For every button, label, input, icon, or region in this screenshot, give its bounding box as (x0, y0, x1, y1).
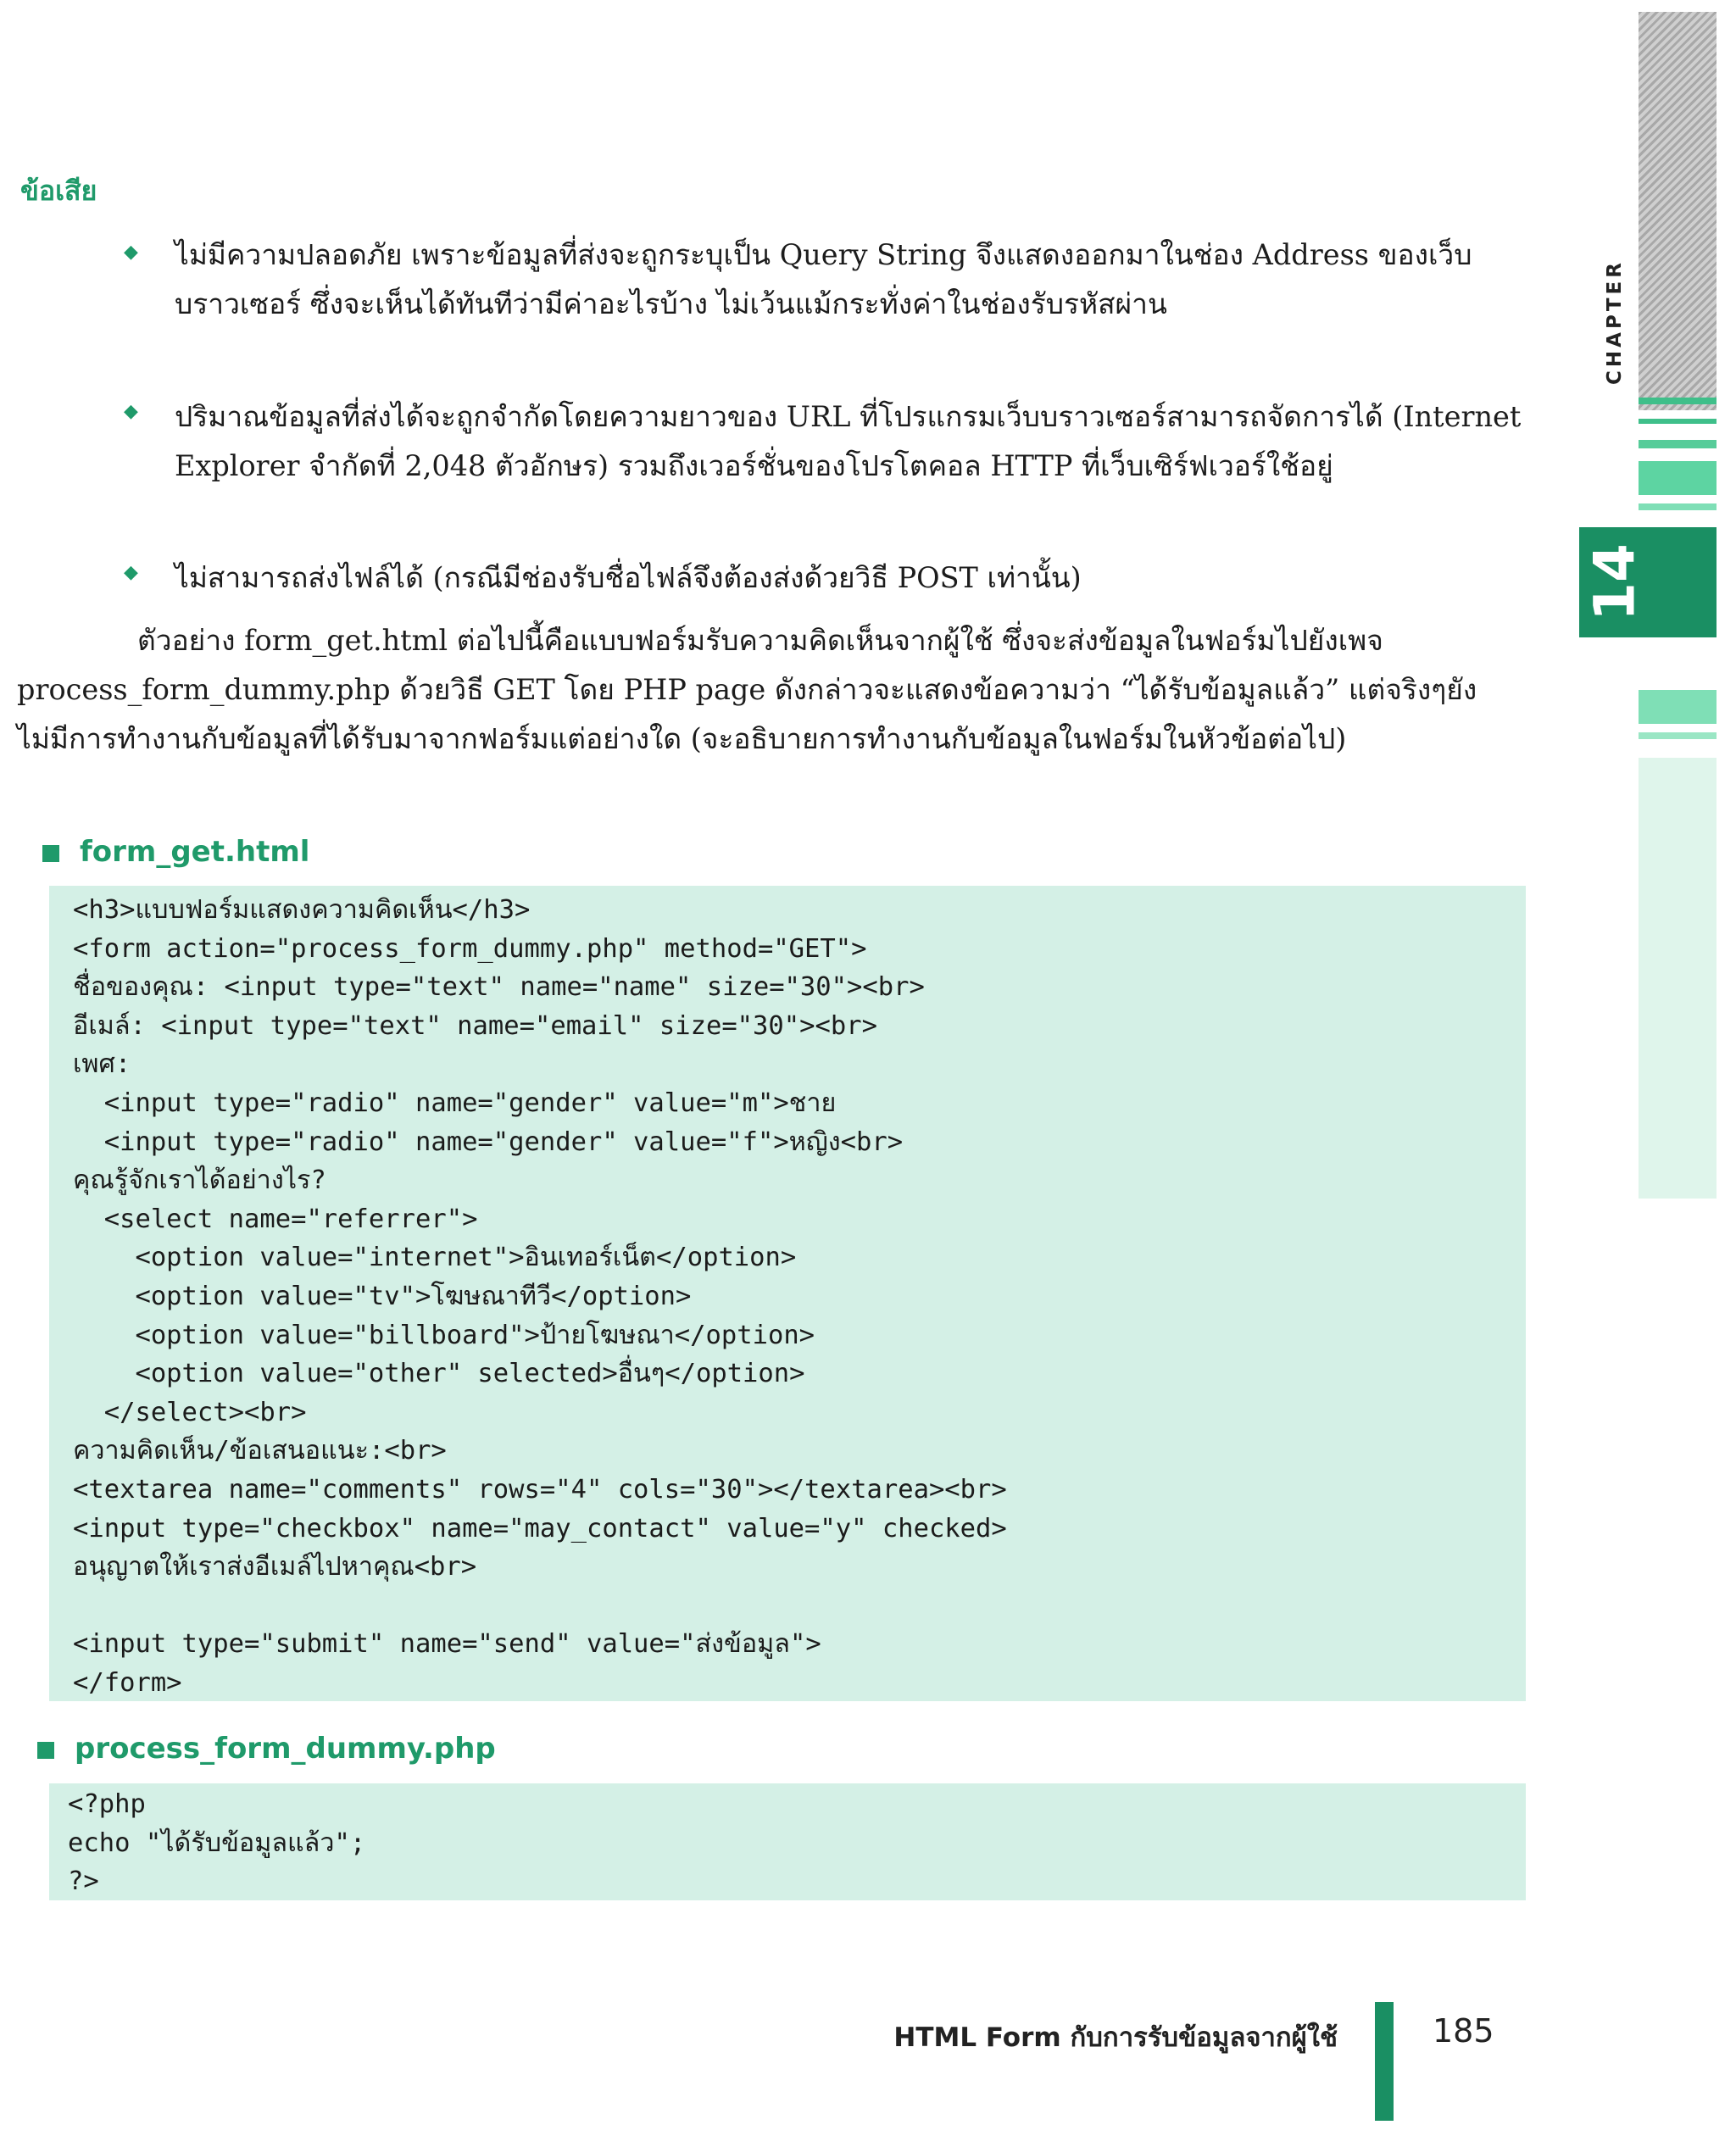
listing-filename: form_get.html (80, 835, 310, 869)
chapter-number-box (1579, 527, 1717, 637)
tab-stripe (1639, 440, 1717, 448)
code-text: <?php echo "ได้รับข้อมูลแล้ว"; ?> (68, 1789, 366, 1897)
body-paragraph: ตัวอย่าง form_get.html ต่อไปนี้คือแบบฟอร์มรับความคิดเห็นจากผู้ใช้ ซึ่งจะส่งข้อมูลในฟอร์มไปยังเพจ process_form_dummy.php ด้วยวิธี GET โดย PHP page ดังกล่าวจะแสดงข้อความว่า “ได้รับข้อมูลแล้ว” แต่จริงๆยังไม่มีการทำงานกับข้อมูลที่ได้รับมาจากฟอร์มแต่อย่างใด (จะอธิบายการทำงานกับข้อมูลในฟอร์มในหัวข้อต่อไป) (17, 624, 1477, 755)
bullet-diamond-icon: ◆ (124, 562, 138, 583)
tab-stripe (1639, 758, 1717, 1199)
tab-stripe (1639, 732, 1717, 739)
square-bullet-icon (42, 845, 59, 862)
code-listing (49, 1783, 1526, 1900)
bullet-text: ไม่มีความปลอดภัย เพราะข้อมูลที่ส่งจะถูกระบุเป็น Query String จึงแสดงออกมาในช่อง Address ของเว็บบราวเซอร์ ซึ่งจะเห็นได้ทันทีว่ามีค่าอะไรบ้าง ไม่เว้นแม้กระทั่งค่าในช่องรับรหัสผ่าน (175, 238, 1472, 320)
chapter-number: 14 (1582, 543, 1648, 621)
page-number: 185 (1433, 2012, 1494, 2050)
tab-stripe (1639, 461, 1717, 495)
tab-stripe (1639, 503, 1717, 510)
tab-stripe (1639, 398, 1717, 404)
bullet-diamond-icon: ◆ (124, 401, 138, 422)
code-text: <h3>แบบฟอร์มแสดงความคิดเห็น</h3> <form action="process_form_dummy.php" method="GET"> ชื่อของคุณ: <input type="text" name="name" size="30"><br> อีเมล์: <input type="text" name="email" size="30"><br> เพศ: <input type="radio" name="gender" value="m">ชาย <input type="radio" name="gender" value="f">หญิง<br> คุณรู้จักเราได้อย่างไร? <select name="referrer"> <option value="internet">อินเทอร์เน็ต</option> <option value="tv">โฆษณาทีวี</option> <option value="billboard">ป้ายโฆษณา</option> <option value="other" selected>อื่นๆ</option> </select><br> ความคิดเห็น/ข้อเสนอแนะ:<br> <textarea name="comments" rows="4" cols="30"></textarea><br> <input type="checkbox" name="may_contact" value="y" checked> อนุญาตให้เราส่งอีเมล์ไปหาคุณ<br> <input type="submit" name="send" value="ส่งข้อมูล"> </form> (73, 895, 1007, 1698)
tab-stripe (1639, 419, 1717, 424)
listing-heading (37, 1732, 496, 1766)
footer-divider-bar (1375, 2002, 1394, 2121)
bullet-diamond-icon: ◆ (124, 242, 138, 263)
tab-stripe (1639, 690, 1717, 724)
listing-heading (42, 835, 309, 869)
running-footer-title: HTML Form กับการรับข้อมูลจากผู้ใช้ (893, 2022, 1338, 2053)
code-listing (49, 886, 1526, 1701)
square-bullet-icon (37, 1742, 54, 1759)
chapter-label: CHAPTER (1604, 259, 1626, 385)
section-heading: ข้อเสีย (20, 175, 97, 207)
tab-strip-pattern (1639, 12, 1717, 410)
bullet-text: ปริมาณข้อมูลที่ส่งได้จะถูกจำกัดโดยความยาวของ URL ที่โปรแกรมเว็บบราวเซอร์สามารถจัดการได้ (Internet Explorer จำกัดที่ 2,048 ตัวอักษร) รวมถึงเวอร์ชั่นของโปรโตคอล HTTP ที่เว็บเซิร์ฟเวอร์ใช้อยู่ (175, 400, 1522, 482)
listing-filename: process_form_dummy.php (75, 1732, 496, 1766)
bullet-text: ไม่สามารถส่งไฟล์ได้ (กรณีมีช่องรับชื่อไฟล์จึงต้องส่งด้วยวิธี POST เท่านั้น) (175, 561, 1082, 594)
